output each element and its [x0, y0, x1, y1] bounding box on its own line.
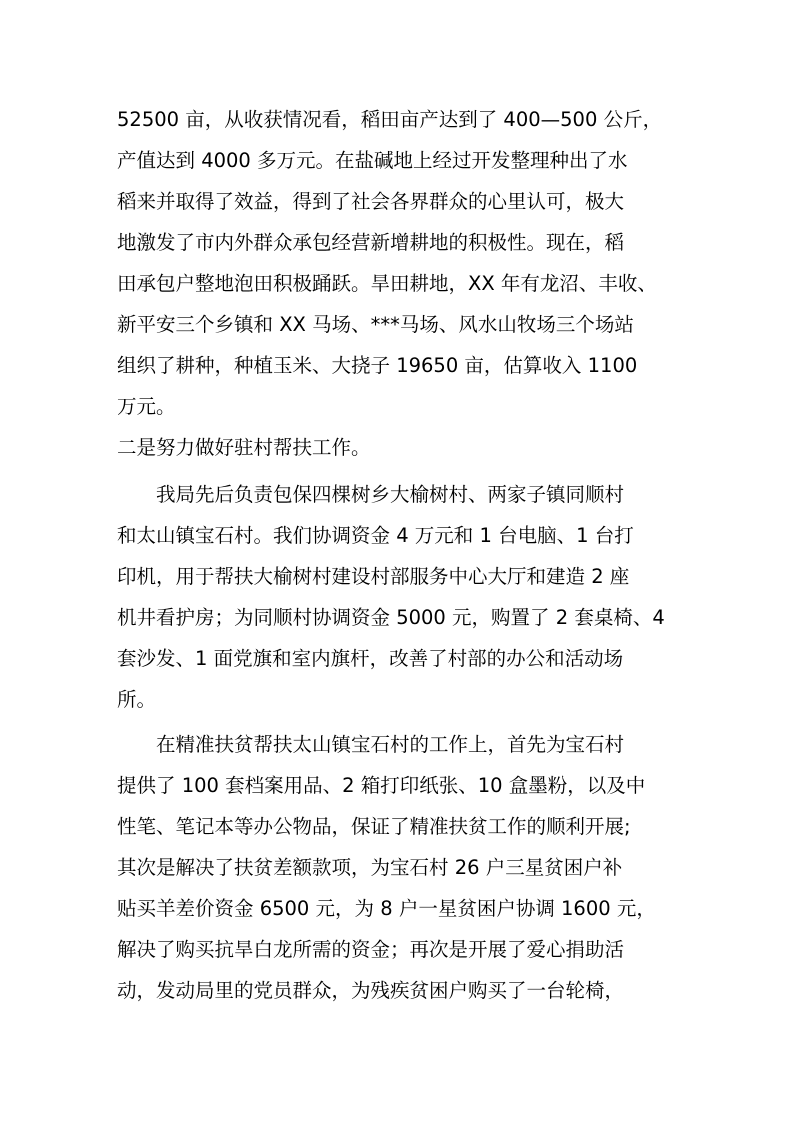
text-line: 套沙发、1 面党旗和室内旗杆，改善了村部的办公和活动场 — [117, 647, 624, 670]
text-line: 和太山镇宝石村。我们协调资金 4 万元和 1 台电脑、1 台打 — [117, 524, 634, 547]
text-line: 所。 — [117, 688, 157, 711]
paragraph-first-line: 我局先后负责包保四棵树乡大榆树村、两家子镇同顺村 — [156, 483, 625, 506]
text-line: 万元。 — [117, 395, 176, 418]
text-line: 性笔、笔记本等办公物品，保证了精准扶贫工作的顺利开展; — [117, 815, 631, 838]
paragraph-first-line: 在精准扶贫帮扶太山镇宝石村的工作上，首先为宝石村 — [156, 733, 625, 756]
text-line: 机井看护房；为同顺村协调资金 5000 元，购置了 2 套桌椅、4 — [117, 606, 665, 629]
text-line: 田承包户整地泡田积极踊跃。旱田耕地，XX 年有龙沼、丰收、 — [117, 272, 657, 295]
text-line: 稻来并取得了效益，得到了社会各界群众的心里认可，极大 — [117, 190, 625, 213]
text-line: 贴买羊差价资金 6500 元，为 8 户一星贫困户协调 1600 元， — [117, 897, 656, 920]
text-line: 地激发了市内外群众承包经营新增耕地的积极性。现在，稻 — [117, 231, 625, 254]
text-line: 提供了 100 套档案用品、2 箱打印纸张、10 盒墨粉，以及中 — [117, 774, 646, 797]
text-line: 新平安三个乡镇和 XX 马场、***马场、风水山牧场三个场站 — [117, 313, 634, 336]
text-line: 印机，用于帮扶大榆树村建设村部服务中心大厅和建造 2 座 — [117, 565, 630, 588]
text-line: 组织了耕种，种植玉米、大挠子 19650 亩，估算收入 1100 — [117, 354, 638, 377]
text-line: 52500 亩，从收获情况看，稻田亩产达到了 400—500 公斤， — [117, 108, 663, 131]
text-line: 解决了购买抗旱白龙所需的资金；再次是开展了爱心捐助活 — [117, 938, 625, 961]
text-line: 产值达到 4000 多万元。在盐碱地上经过开发整理种出了水 — [117, 149, 628, 172]
section-heading: 二是努力做好驻村帮扶工作。 — [117, 436, 371, 459]
text-line: 动，发动局里的党员群众，为残疾贫困户购买了一台轮椅， — [117, 979, 625, 1002]
text-line: 其次是解决了扶贫差额款项，为宝石村 26 户三星贫困户补 — [117, 856, 623, 879]
